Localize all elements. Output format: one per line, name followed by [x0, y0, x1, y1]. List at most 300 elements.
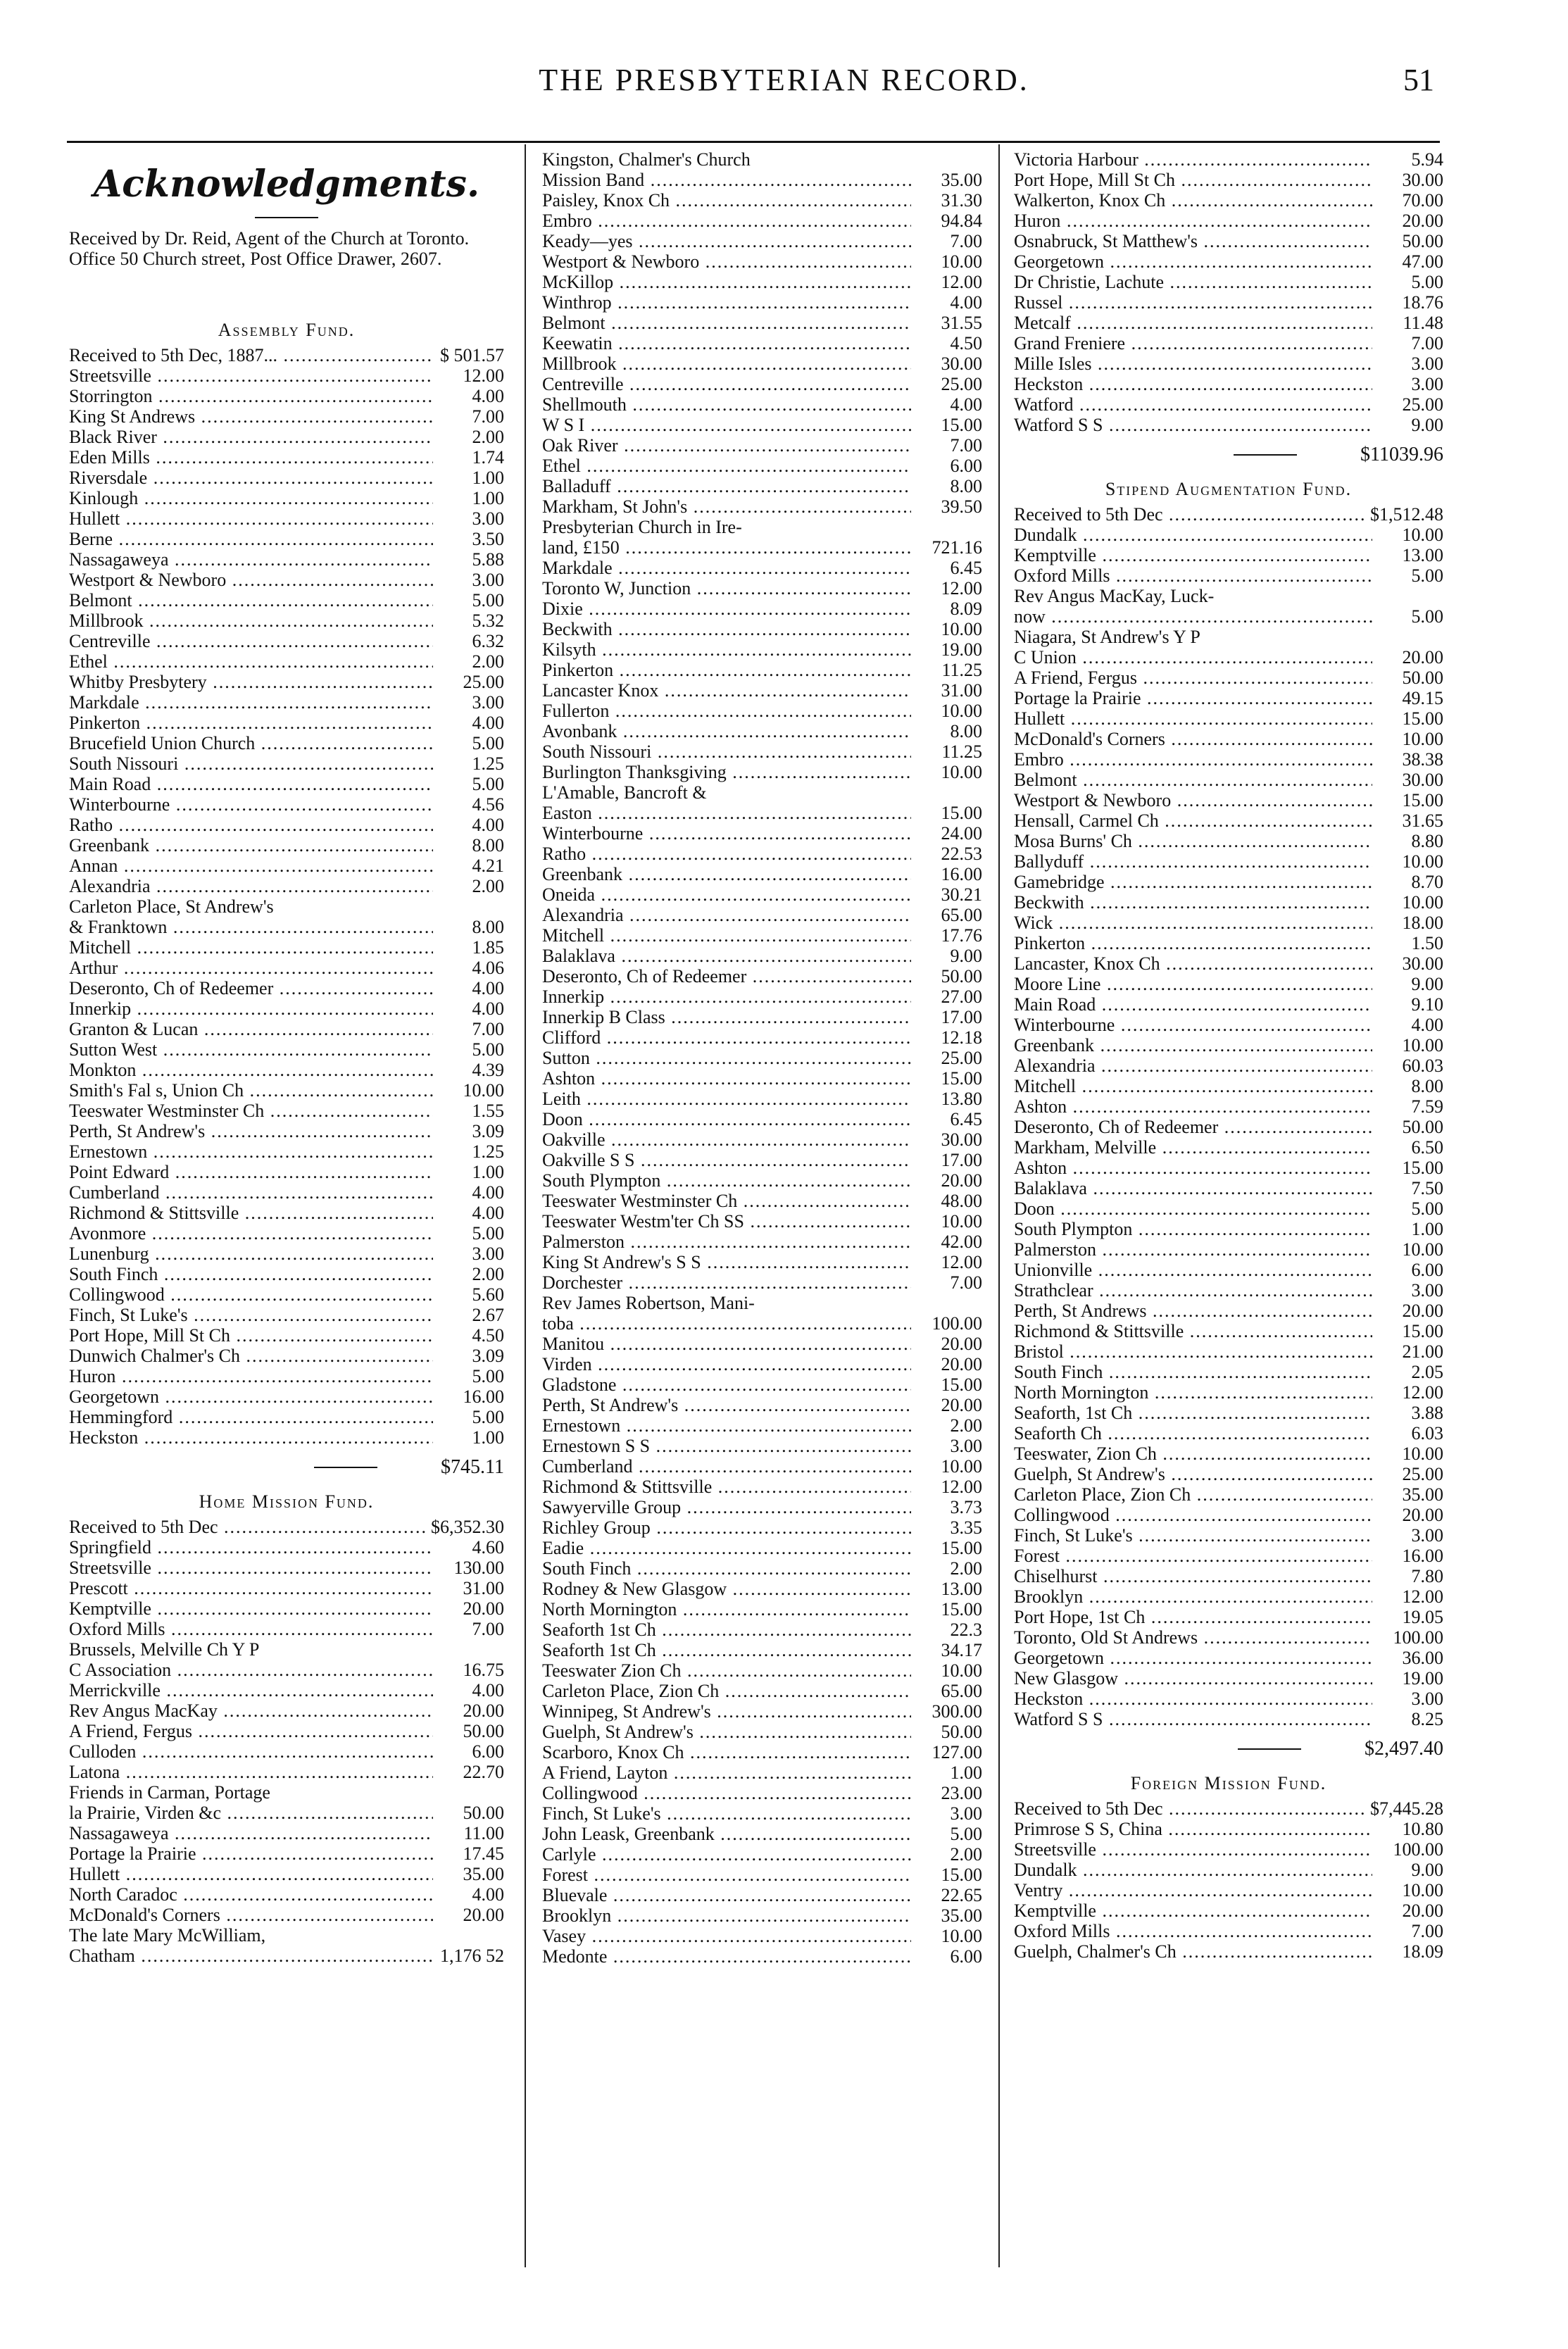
entry-name: Port Hope, Mill St Ch ..... [69, 1325, 433, 1346]
entry-name: Streetsville ..... [69, 1558, 433, 1578]
entry-name: Finch, St Luke's ..... [69, 1305, 433, 1325]
entry-amount: 6.00 [911, 1946, 982, 1967]
entry-amount: 94.84 [911, 211, 982, 231]
list-item [1014, 1648, 1443, 1668]
list-item [1014, 1525, 1443, 1546]
entry-name: Ratho ..... [542, 844, 911, 864]
list-item [69, 1203, 504, 1223]
entry-amount: 10.80 [1372, 1819, 1443, 1839]
entry-amount: 20.00 [1372, 211, 1443, 231]
entry-amount: 22.70 [433, 1762, 504, 1782]
entry-name: Belmont ..... [1014, 770, 1372, 790]
list-item [69, 1517, 504, 1537]
list-item [542, 844, 982, 864]
entry-name: Watford S S ..... [1014, 415, 1372, 435]
entry-name: A Friend, Fergus ..... [1014, 668, 1372, 688]
entry-name: Perth, St Andrews ..... [1014, 1301, 1372, 1321]
list-item [542, 1027, 982, 1048]
entry-amount: 20.00 [433, 1905, 504, 1925]
entry-amount: 50.00 [1372, 668, 1443, 688]
entry-amount: 20.00 [1372, 1301, 1443, 1321]
entry-name: Collingwood ..... [69, 1284, 433, 1305]
entry-amount: 30.21 [911, 884, 982, 905]
entry-amount: 50.00 [433, 1803, 504, 1823]
entry-name: Palmerston ..... [1014, 1239, 1372, 1260]
entry-amount: 70.00 [1372, 190, 1443, 211]
list-item [69, 1141, 504, 1162]
list-item [69, 1305, 504, 1325]
list-item [542, 1395, 982, 1415]
list-item [1014, 504, 1443, 525]
entry-name: South Finch ..... [542, 1558, 911, 1579]
entry-amount: 100.00 [1372, 1839, 1443, 1860]
list-item [69, 713, 504, 733]
entry-name: Brooklyn ..... [542, 1905, 911, 1926]
list-item [542, 476, 982, 496]
list-item [542, 823, 982, 844]
list-item [1014, 1423, 1443, 1443]
entry-amount: 16.00 [433, 1386, 504, 1407]
entry-name: Port Hope, Mill St Ch ..... [1014, 170, 1372, 190]
entry-name: Point Edward ..... [69, 1162, 433, 1182]
entry-amount: 4.00 [433, 1182, 504, 1203]
foreign-mission-heading: Foreign Mission Fund. [1130, 1773, 1327, 1793]
list-item [69, 1741, 504, 1762]
entry-name: South Nissouri ..... [542, 741, 911, 762]
entry-amount: 24.00 [911, 823, 982, 844]
entry-name: Greenbank ..... [542, 864, 911, 884]
entry-name: Grand Freniere ..... [1014, 333, 1372, 353]
list-item [69, 1803, 504, 1823]
entry-name: Easton ..... [542, 803, 911, 823]
entry-amount: 2.00 [433, 427, 504, 447]
entry-name: Huron ..... [69, 1366, 433, 1386]
entry-amount: 16.00 [1372, 1546, 1443, 1566]
entry-name: Ratho ..... [69, 815, 433, 835]
entry-amount: 3.00 [433, 1244, 504, 1264]
entry-name: Collingwood ..... [1014, 1505, 1372, 1525]
list-item [1014, 1403, 1443, 1423]
entry-name: la Prairie, Virden &c ..... [69, 1803, 433, 1823]
entry-amount: 22.3 [911, 1620, 982, 1640]
list-item [69, 631, 504, 651]
list-item [1014, 1056, 1443, 1076]
entry-amount: 49.15 [1372, 688, 1443, 708]
list-item [542, 1436, 982, 1456]
entry-name: Oxford Mills ..... [1014, 565, 1372, 586]
entry-name: Alexandria ..... [542, 905, 911, 925]
total-amount: $745.11 [441, 1456, 504, 1478]
list-item [542, 619, 982, 639]
list-item [1014, 1341, 1443, 1362]
entry-amount: 3.00 [433, 508, 504, 529]
entry-name: Heckston ..... [69, 1427, 433, 1448]
entry-amount: 10.00 [911, 1660, 982, 1681]
entry-name: Dorchester ..... [542, 1272, 911, 1293]
entry-amount: 3.00 [1372, 1280, 1443, 1301]
entry-name: Eadie ..... [542, 1538, 911, 1558]
list-item [69, 958, 504, 978]
list-item [69, 488, 504, 508]
entry-name: toba ..... [542, 1313, 911, 1334]
section-title: Acknowledgments. [93, 163, 480, 206]
list-item [542, 680, 982, 701]
entry-name: Mitchell ..... [542, 925, 911, 946]
entry-name: Niagara, St Andrew's Y P [1014, 627, 1200, 647]
entry-amount: 7.00 [433, 406, 504, 427]
entry-name: Gamebridge ..... [1014, 872, 1372, 892]
entry-amount: 31.65 [1372, 810, 1443, 831]
list-item [542, 1783, 982, 1803]
list-item [542, 1660, 982, 1681]
list-item [69, 1558, 504, 1578]
entry-name: Doon ..... [1014, 1198, 1372, 1219]
entry-name: Winthrop ..... [542, 292, 911, 313]
entry-amount: 2.00 [433, 651, 504, 672]
entry-amount: 1.00 [433, 468, 504, 488]
entry-name: Hensall, Carmel Ch ..... [1014, 810, 1372, 831]
entry-name: Deseronto, Ch of Redeemer ..... [542, 966, 911, 986]
list-item [542, 946, 982, 966]
entry-amount: 12.00 [1372, 1586, 1443, 1607]
entry-name: New Glasgow ..... [1014, 1668, 1372, 1689]
entry-amount: 20.00 [1372, 1505, 1443, 1525]
entry-amount: 5.00 [433, 1039, 504, 1060]
entry-amount: 20.00 [911, 1354, 982, 1374]
entry-amount: 23.00 [911, 1783, 982, 1803]
entry-name: Chiselhurst ..... [1014, 1566, 1372, 1586]
list-item [69, 1060, 504, 1080]
entry-amount: 13.80 [911, 1089, 982, 1109]
entry-name: Ashton ..... [1014, 1158, 1372, 1178]
entry-amount: 5.00 [1372, 272, 1443, 292]
entry-name: Lunenburg ..... [69, 1244, 433, 1264]
list-item [69, 590, 504, 610]
entry-name: Centreville ..... [69, 631, 433, 651]
entry-name: North Mornington ..... [542, 1599, 911, 1620]
list-item [69, 1407, 504, 1427]
entry-amount: 4.00 [1372, 1015, 1443, 1035]
entry-name: Keady—yes ..... [542, 231, 911, 251]
entry-name: A Friend, Fergus ..... [69, 1721, 433, 1741]
list-item [69, 1264, 504, 1284]
list-item [542, 721, 982, 741]
list-item [1014, 545, 1443, 565]
entry-name: Moore Line ..... [1014, 974, 1372, 994]
list-item [542, 1272, 982, 1293]
entry-amount: 5.00 [433, 774, 504, 794]
entry-amount: 9.00 [911, 946, 982, 966]
entry-name: Carleton Place, Zion Ch ..... [1014, 1484, 1372, 1505]
assembly-fund-heading: Assembly Fund. [218, 320, 356, 340]
list-item [1014, 353, 1443, 374]
entry-name: Huron ..... [1014, 211, 1372, 231]
entry-amount: 5.00 [433, 733, 504, 753]
assembly-fund-list [69, 345, 504, 1448]
entry-amount: 5.00 [433, 1223, 504, 1244]
entry-name: Kemptville ..... [69, 1598, 433, 1619]
entry-name: Seaforth Ch ..... [1014, 1423, 1372, 1443]
entry-name: Main Road ..... [69, 774, 433, 794]
home-mission-list [69, 1517, 504, 1966]
entry-name: Unionville ..... [1014, 1260, 1372, 1280]
list-item [1014, 1627, 1443, 1648]
stipend-augmentation-list [1014, 504, 1443, 1729]
entry-name: Wick ..... [1014, 913, 1372, 933]
entry-amount: 12.00 [911, 578, 982, 599]
entry-amount: 19.00 [911, 639, 982, 660]
list-item [69, 815, 504, 835]
entry-name: Ernestown S S ..... [542, 1436, 911, 1456]
list-item [1014, 872, 1443, 892]
list-item [69, 365, 504, 386]
entry-name: Alexandria ..... [69, 876, 433, 896]
list-item [542, 1048, 982, 1068]
list-item [542, 701, 982, 721]
entry-amount: 50.00 [911, 1722, 982, 1742]
entry-name: Guelph, St Andrew's ..... [1014, 1464, 1372, 1484]
entry-amount: 39.50 [911, 496, 982, 517]
list-item [542, 517, 982, 537]
list-item [1014, 565, 1443, 586]
list-item [1014, 1178, 1443, 1198]
list-item [1014, 708, 1443, 729]
entry-name: Ethel ..... [542, 456, 911, 476]
entry-name: Clifford ..... [542, 1027, 911, 1048]
entry-amount: 20.00 [911, 1170, 982, 1191]
entry-amount: 50.00 [1372, 231, 1443, 251]
entry-amount: 3.00 [911, 1803, 982, 1824]
entry-name: Ethel ..... [69, 651, 433, 672]
list-item [1014, 1921, 1443, 1941]
list-item [69, 1346, 504, 1366]
entry-name: King St Andrews ..... [69, 406, 433, 427]
list-item [1014, 1443, 1443, 1464]
list-item [542, 292, 982, 313]
entry-amount: 2.00 [911, 1844, 982, 1865]
entry-name: Kinlough ..... [69, 488, 433, 508]
entry-name: Lancaster, Knox Ch ..... [1014, 953, 1372, 974]
entry-amount: 8.09 [911, 599, 982, 619]
entry-name: Carleton Place, St Andrew's [69, 896, 274, 917]
entry-amount: 100.00 [911, 1313, 982, 1334]
entry-amount: 1.25 [433, 1141, 504, 1162]
list-item [69, 1537, 504, 1558]
entry-amount: 5.00 [1372, 606, 1443, 627]
entry-name: Markham, Melville ..... [1014, 1137, 1372, 1158]
entry-name: Millbrook ..... [69, 610, 433, 631]
entry-name: Dundalk ..... [1014, 525, 1372, 545]
entry-amount: 1.00 [433, 1162, 504, 1182]
list-item [1014, 892, 1443, 913]
page-header [0, 62, 1568, 104]
entry-name: Kemptville ..... [1014, 545, 1372, 565]
list-item [542, 1089, 982, 1109]
entry-amount: 27.00 [911, 986, 982, 1007]
home-mission-list-continued [542, 149, 982, 1967]
list-item [542, 272, 982, 292]
list-item [1014, 953, 1443, 974]
list-item [69, 1101, 504, 1121]
list-item [69, 1721, 504, 1741]
entry-amount: 1.00 [433, 1427, 504, 1448]
list-item [69, 937, 504, 958]
list-item [1014, 1137, 1443, 1158]
list-item [69, 1080, 504, 1101]
column-1 [69, 149, 504, 2269]
entry-name: Brooklyn ..... [1014, 1586, 1372, 1607]
list-item [1014, 251, 1443, 272]
entry-amount: 20.00 [433, 1598, 504, 1619]
entry-amount: 6.00 [911, 456, 982, 476]
list-item [542, 1681, 982, 1701]
entry-amount: 12.18 [911, 1027, 982, 1048]
list-item [1014, 1301, 1443, 1321]
entry-name: Innerkip ..... [69, 998, 433, 1019]
list-item [1014, 374, 1443, 394]
entry-name: Hullett ..... [1014, 708, 1372, 729]
entry-amount: 1.50 [1372, 933, 1443, 953]
entry-amount: 1.00 [433, 488, 504, 508]
entry-amount: 6.00 [1372, 1260, 1443, 1280]
entry-name: Strathclear ..... [1014, 1280, 1372, 1301]
list-item [1014, 1709, 1443, 1729]
list-item [542, 1865, 982, 1885]
home-mission-list-end [1014, 149, 1443, 435]
entry-name: Ventry ..... [1014, 1880, 1372, 1900]
entry-name: Fullerton ..... [542, 701, 911, 721]
entry-name: Teeswater Westminster Ch ..... [542, 1191, 911, 1211]
entry-name: Burlington Thanksgiving ..... [542, 762, 911, 782]
entry-amount: 3.09 [433, 1346, 504, 1366]
entry-amount: 7.00 [433, 1619, 504, 1639]
entry-name: Russel ..... [1014, 292, 1372, 313]
entry-amount: 10.00 [1372, 1239, 1443, 1260]
list-item [69, 856, 504, 876]
entry-amount: 3.00 [1372, 1525, 1443, 1546]
list-item [69, 917, 504, 937]
list-item [69, 1244, 504, 1264]
entry-name: Beckwith ..... [1014, 892, 1372, 913]
entry-amount: 4.50 [911, 333, 982, 353]
entry-name: Hullett ..... [69, 508, 433, 529]
list-item [69, 1325, 504, 1346]
list-item [69, 345, 504, 365]
entry-amount: $ 501.57 [433, 345, 504, 365]
column-2 [542, 149, 982, 2269]
entry-amount: 3.00 [433, 692, 504, 713]
entry-amount: 20.00 [1372, 647, 1443, 668]
entry-name: Toronto W, Junction ..... [542, 578, 911, 599]
list-item [542, 149, 982, 170]
entry-amount: 15.00 [911, 1068, 982, 1089]
entry-name: Alexandria ..... [1014, 1056, 1372, 1076]
entry-name: A Friend, Layton ..... [542, 1762, 911, 1783]
entry-name: Perth, St Andrew's ..... [69, 1121, 433, 1141]
list-item [1014, 1198, 1443, 1219]
entry-amount: 5.88 [433, 549, 504, 570]
entry-name: Nassagaweya ..... [69, 549, 433, 570]
entry-amount: 31.00 [433, 1578, 504, 1598]
entry-amount: 4.60 [433, 1537, 504, 1558]
entry-amount: 20.00 [1372, 1900, 1443, 1921]
list-item [1014, 170, 1443, 190]
home-mission-heading: Home Mission Fund. [199, 1491, 375, 1512]
entry-name: Watford S S ..... [1014, 1709, 1372, 1729]
total-rule [1238, 1748, 1301, 1750]
entry-name: Granton & Lucan ..... [69, 1019, 433, 1039]
entry-amount: 38.38 [1372, 749, 1443, 770]
entry-amount: 4.00 [433, 1680, 504, 1700]
entry-amount: 100.00 [1372, 1627, 1443, 1648]
entry-name: Main Road ..... [1014, 994, 1372, 1015]
list-item [69, 1598, 504, 1619]
list-item [1014, 272, 1443, 292]
entry-name: W S I ..... [542, 415, 911, 435]
entry-name: Forest ..... [542, 1865, 911, 1885]
home-mission-total [1014, 435, 1443, 475]
entry-name: Avonbank ..... [542, 721, 911, 741]
entry-amount: 15.00 [1372, 708, 1443, 729]
entry-name: Winterbourne ..... [542, 823, 911, 844]
entry-name: Winnipeg, St Andrew's ..... [542, 1701, 911, 1722]
assembly-fund-total [69, 1448, 504, 1487]
list-item [1014, 627, 1443, 647]
entry-amount: 3.00 [1372, 374, 1443, 394]
entry-name: Guelph, Chalmer's Ch ..... [1014, 1941, 1372, 1962]
entry-name: Belmont ..... [69, 590, 433, 610]
entry-name: Portage la Prairie ..... [1014, 688, 1372, 708]
list-item [69, 1823, 504, 1843]
entry-amount: 15.00 [1372, 1158, 1443, 1178]
entry-amount: 5.00 [1372, 1198, 1443, 1219]
entry-amount: 50.00 [1372, 1117, 1443, 1137]
list-item [69, 672, 504, 692]
entry-name: Deseronto, Ch of Redeemer ..... [69, 978, 433, 998]
entry-name: Prescott ..... [69, 1578, 433, 1598]
entry-amount: 25.00 [911, 374, 982, 394]
list-item [542, 1905, 982, 1926]
entry-name: Mission Band ..... [542, 170, 911, 190]
entry-amount: 2.00 [911, 1558, 982, 1579]
list-item [542, 1579, 982, 1599]
list-item [1014, 1321, 1443, 1341]
list-item [542, 905, 982, 925]
column-3 [1014, 149, 1443, 2269]
entry-amount: 6.00 [433, 1741, 504, 1762]
list-item [542, 741, 982, 762]
entry-amount: 4.00 [433, 1203, 504, 1223]
entry-name: Markdale ..... [542, 558, 911, 578]
entry-amount: 3.00 [433, 570, 504, 590]
entry-amount: 15.00 [1372, 1321, 1443, 1341]
entry-name: Virden ..... [542, 1354, 911, 1374]
entry-name: Pinkerton ..... [1014, 933, 1372, 953]
entry-name: Seaforth, 1st Ch ..... [1014, 1403, 1372, 1423]
list-item [69, 427, 504, 447]
list-item [542, 231, 982, 251]
entry-name: Arthur ..... [69, 958, 433, 978]
list-item [1014, 525, 1443, 545]
list-item [542, 1109, 982, 1129]
entry-name: Forest ..... [1014, 1546, 1372, 1566]
list-item [69, 1019, 504, 1039]
list-item [542, 1456, 982, 1477]
entry-amount: 10.00 [911, 1926, 982, 1946]
list-item [542, 170, 982, 190]
list-item [542, 1599, 982, 1620]
list-item [1014, 1035, 1443, 1056]
